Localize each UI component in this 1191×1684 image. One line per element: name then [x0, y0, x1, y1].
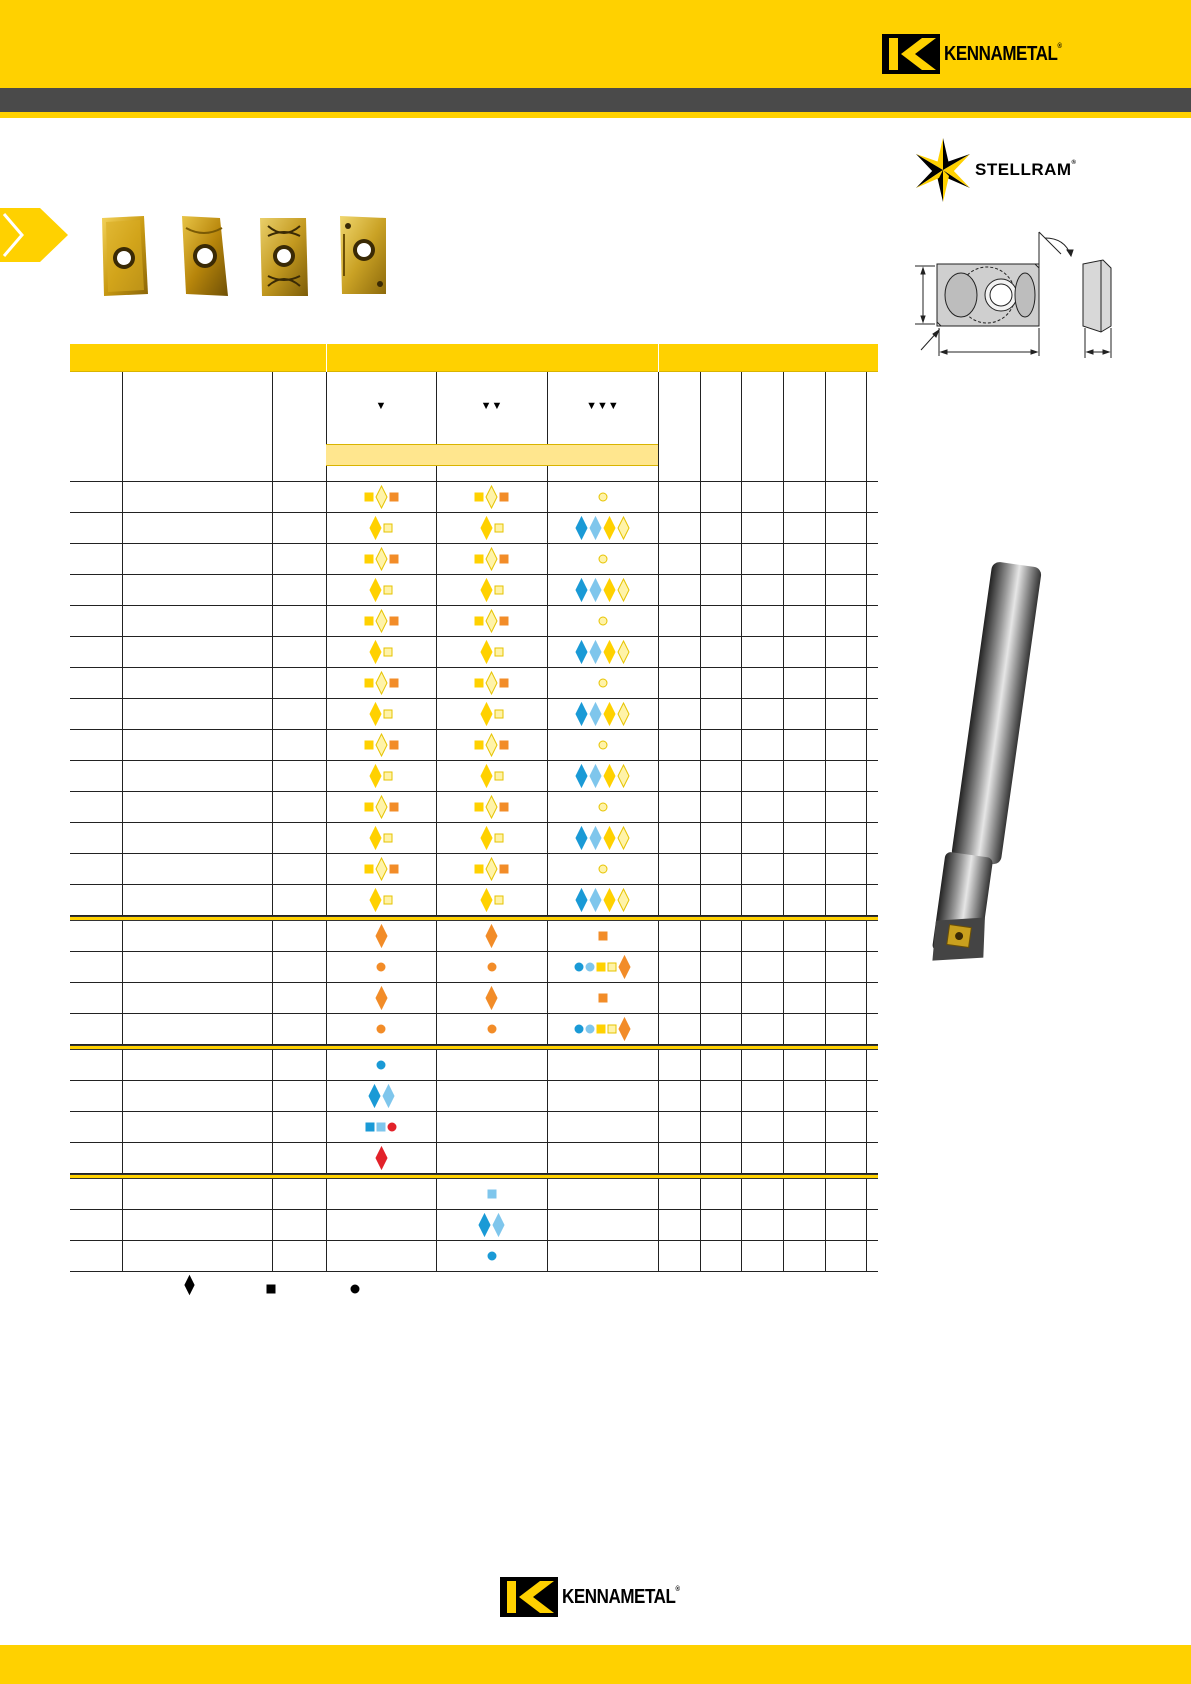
square-symbol-icon — [487, 1189, 497, 1199]
grade-symbol-cell — [436, 983, 547, 1013]
circle-symbol-icon — [598, 802, 608, 812]
symbol-legend — [70, 1272, 878, 1302]
grade-symbol-cell — [326, 637, 436, 667]
square-symbol-icon — [494, 833, 504, 843]
square-symbol-icon — [494, 709, 504, 719]
square-symbol-icon — [383, 709, 393, 719]
table-row — [70, 637, 878, 668]
square-symbol-icon — [389, 678, 399, 688]
diamond-symbol-icon — [368, 1084, 381, 1108]
grade-symbol-cell — [436, 513, 547, 543]
diamond-symbol-icon — [485, 857, 498, 881]
grade-symbol-cell — [547, 575, 658, 605]
grade-symbol-cell — [547, 1143, 658, 1173]
grade-symbol-cell — [326, 885, 436, 915]
table-row — [70, 792, 878, 823]
table-row — [70, 983, 878, 1014]
diamond-symbol-icon — [369, 578, 382, 602]
square-symbol-icon — [499, 678, 509, 688]
diamond-symbol-icon — [589, 640, 602, 664]
diamond-symbol-icon — [485, 733, 498, 757]
diamond-symbol-icon — [382, 1084, 395, 1108]
diamond-symbol-icon — [617, 578, 630, 602]
circle-symbol-icon — [387, 1122, 397, 1132]
square-symbol-icon — [364, 492, 374, 502]
diamond-symbol-icon — [375, 986, 388, 1010]
diamond-symbol-icon — [369, 516, 382, 540]
insert-photos — [96, 214, 392, 298]
square-symbol-icon — [598, 993, 608, 1003]
table-row — [70, 513, 878, 544]
table-row — [70, 761, 878, 792]
diamond-symbol-icon — [603, 578, 616, 602]
operation-subheader-bar — [326, 444, 658, 466]
diamond-symbol-icon — [480, 888, 493, 912]
diamond-symbol-icon — [375, 733, 388, 757]
grade-symbol-cell — [326, 730, 436, 760]
circle-symbol-icon — [376, 1060, 386, 1070]
grade-selection-table — [70, 344, 878, 1302]
square-symbol-icon — [499, 492, 509, 502]
diamond-symbol-icon — [575, 826, 588, 850]
diamond-symbol-icon — [575, 516, 588, 540]
grade-symbol-cell — [436, 854, 547, 884]
table-row — [70, 921, 878, 952]
square-symbol-icon — [499, 864, 509, 874]
grade-symbol-cell — [436, 575, 547, 605]
square-symbol-icon — [389, 864, 399, 874]
table-row — [70, 1241, 878, 1272]
diamond-symbol-icon — [603, 764, 616, 788]
grade-symbol-cell — [547, 854, 658, 884]
grade-symbol-cell — [436, 1081, 547, 1111]
circle-symbol-icon — [598, 740, 608, 750]
grade-symbol-cell — [326, 699, 436, 729]
square-symbol-icon — [389, 554, 399, 564]
diamond-symbol-icon — [480, 702, 493, 726]
square-symbol-icon — [383, 771, 393, 781]
grade-symbol-cell — [326, 1241, 436, 1271]
square-symbol-icon — [596, 962, 606, 972]
grade-symbol-cell — [547, 637, 658, 667]
grade-symbol-cell — [436, 637, 547, 667]
square-symbol-icon — [499, 616, 509, 626]
grade-symbol-cell — [547, 1014, 658, 1044]
grade-symbol-cell — [547, 1112, 658, 1142]
table-header-bar — [70, 344, 878, 372]
square-symbol-icon — [499, 740, 509, 750]
square-symbol-icon — [364, 864, 374, 874]
grade-symbol-cell — [326, 668, 436, 698]
diamond-symbol-icon — [603, 826, 616, 850]
square-symbol-icon — [494, 647, 504, 657]
grade-symbol-cell — [436, 668, 547, 698]
grade-symbol-cell — [326, 952, 436, 982]
op-medium-marker: ▼▼ — [480, 400, 503, 412]
diamond-symbol-icon — [575, 702, 588, 726]
square-symbol-icon — [474, 740, 484, 750]
end-mill-tool-image — [920, 556, 1050, 976]
circle-symbol-icon — [598, 616, 608, 626]
circle-symbol-icon — [350, 1284, 360, 1294]
square-symbol-icon — [389, 802, 399, 812]
grade-symbol-cell — [436, 730, 547, 760]
diamond-symbol-icon — [485, 609, 498, 633]
footer-band — [0, 1645, 1191, 1684]
square-symbol-icon — [364, 740, 374, 750]
circle-symbol-icon — [376, 962, 386, 972]
square-symbol-icon — [474, 864, 484, 874]
grade-symbol-cell — [436, 544, 547, 574]
diamond-symbol-icon — [603, 702, 616, 726]
square-symbol-icon — [494, 523, 504, 533]
insert-photo-1 — [96, 214, 152, 298]
circle-symbol-icon — [598, 554, 608, 564]
diamond-symbol-icon — [485, 547, 498, 571]
grade-symbol-cell — [436, 761, 547, 791]
circle-symbol-icon — [585, 962, 595, 972]
grade-symbol-cell — [436, 1179, 547, 1209]
square-symbol-icon — [596, 1024, 606, 1034]
square-symbol-icon — [598, 931, 608, 941]
table-row — [70, 1112, 878, 1143]
table-row — [70, 699, 878, 730]
grade-symbol-cell — [547, 952, 658, 982]
table-row — [70, 1014, 878, 1045]
legend-symbol — [266, 1281, 276, 1299]
kennametal-logo-top[interactable] — [882, 34, 1082, 74]
grade-symbol-cell — [436, 952, 547, 982]
square-symbol-icon — [365, 1122, 375, 1132]
diamond-symbol-icon — [369, 702, 382, 726]
table-row — [70, 854, 878, 885]
circle-symbol-icon — [574, 1024, 584, 1034]
grade-symbol-cell — [547, 1210, 658, 1240]
op-light-marker: ▼ — [375, 400, 387, 412]
op-heavy-marker: ▼▼▼ — [586, 400, 619, 412]
grade-symbol-cell — [326, 482, 436, 512]
table-row — [70, 730, 878, 761]
grade-symbol-cell — [547, 730, 658, 760]
stellram-logo[interactable] — [915, 137, 1076, 203]
grade-symbol-cell — [326, 983, 436, 1013]
diamond-symbol-icon — [485, 795, 498, 819]
table-row — [70, 575, 878, 606]
square-symbol-icon — [383, 523, 393, 533]
square-symbol-icon — [607, 1024, 617, 1034]
diamond-symbol-icon — [575, 578, 588, 602]
diamond-symbol-icon — [480, 578, 493, 602]
square-symbol-icon — [607, 962, 617, 972]
grade-symbol-cell — [547, 1179, 658, 1209]
grade-symbol-cell — [436, 1143, 547, 1173]
diamond-symbol-icon — [589, 702, 602, 726]
kennametal-wordmark: KENNAMETAL® — [562, 1585, 680, 1608]
diamond-symbol-icon — [485, 986, 498, 1010]
table-row — [70, 1081, 878, 1112]
grade-symbol-cell — [326, 1112, 436, 1142]
grade-symbol-cell — [436, 699, 547, 729]
kennametal-logo-bottom[interactable] — [500, 1577, 700, 1617]
grade-symbol-cell — [436, 1014, 547, 1044]
diamond-symbol-icon — [575, 764, 588, 788]
grade-symbol-cell — [547, 823, 658, 853]
grade-symbol-cell — [326, 1081, 436, 1111]
circle-symbol-icon — [585, 1024, 595, 1034]
diamond-symbol-icon — [589, 578, 602, 602]
diamond-symbol-icon — [480, 516, 493, 540]
diamond-symbol-icon — [369, 640, 382, 664]
square-symbol-icon — [389, 616, 399, 626]
diamond-symbol-icon — [617, 516, 630, 540]
diamond-symbol-icon — [485, 924, 498, 948]
grade-symbol-cell — [326, 1210, 436, 1240]
grade-symbol-cell — [547, 1050, 658, 1080]
grade-symbol-cell — [436, 1112, 547, 1142]
section-chevron-icon — [0, 208, 68, 262]
diamond-symbol-icon — [375, 795, 388, 819]
insert-photo-4 — [336, 214, 392, 298]
grade-symbol-cell — [547, 983, 658, 1013]
circle-symbol-icon — [487, 962, 497, 972]
square-symbol-icon — [389, 740, 399, 750]
square-symbol-icon — [383, 585, 393, 595]
table-row — [70, 544, 878, 575]
grade-symbol-cell — [436, 792, 547, 822]
diamond-symbol-icon — [485, 485, 498, 509]
table-row — [70, 1179, 878, 1210]
grade-symbol-cell — [326, 1014, 436, 1044]
grade-symbol-cell — [326, 606, 436, 636]
square-symbol-icon — [383, 895, 393, 905]
diamond-symbol-icon — [617, 888, 630, 912]
grade-symbol-cell — [326, 761, 436, 791]
circle-symbol-icon — [598, 864, 608, 874]
diamond-symbol-icon — [617, 702, 630, 726]
kennametal-k-icon — [500, 1577, 558, 1617]
diamond-symbol-icon — [480, 640, 493, 664]
circle-symbol-icon — [487, 1024, 497, 1034]
square-symbol-icon — [266, 1284, 276, 1294]
grade-symbol-cell — [326, 854, 436, 884]
diamond-symbol-icon — [375, 671, 388, 695]
insert-dimension-diagram — [905, 228, 1117, 364]
diamond-symbol-icon — [369, 888, 382, 912]
stellram-star-icon — [915, 137, 971, 203]
diamond-symbol-icon — [589, 826, 602, 850]
grade-symbol-cell — [547, 885, 658, 915]
diamond-symbol-icon — [617, 764, 630, 788]
diamond-symbol-icon — [485, 671, 498, 695]
square-symbol-icon — [474, 554, 484, 564]
diamond-symbol-icon — [618, 955, 631, 979]
circle-symbol-icon — [598, 492, 608, 502]
diamond-symbol-icon — [375, 857, 388, 881]
square-symbol-icon — [494, 895, 504, 905]
diamond-symbol-icon — [617, 826, 630, 850]
grade-symbol-cell — [547, 513, 658, 543]
grade-symbol-cell — [547, 482, 658, 512]
grade-symbol-cell — [326, 513, 436, 543]
grade-symbol-cell — [547, 668, 658, 698]
diamond-symbol-icon — [184, 1274, 195, 1296]
diamond-symbol-icon — [375, 924, 388, 948]
grade-symbol-cell — [326, 1143, 436, 1173]
insert-photo-2 — [176, 214, 232, 298]
legend-symbol — [350, 1281, 360, 1299]
diamond-symbol-icon — [480, 764, 493, 788]
square-symbol-icon — [474, 678, 484, 688]
diamond-symbol-icon — [589, 516, 602, 540]
square-symbol-icon — [499, 802, 509, 812]
grade-symbol-cell — [436, 606, 547, 636]
square-symbol-icon — [474, 802, 484, 812]
circle-symbol-icon — [487, 1251, 497, 1261]
table-header-zone — [70, 372, 878, 482]
diamond-symbol-icon — [492, 1213, 505, 1237]
table-row — [70, 823, 878, 854]
table-row — [70, 606, 878, 637]
circle-symbol-icon — [598, 678, 608, 688]
square-symbol-icon — [389, 492, 399, 502]
diamond-symbol-icon — [375, 485, 388, 509]
diamond-symbol-icon — [603, 640, 616, 664]
grade-symbol-cell — [326, 544, 436, 574]
grade-symbol-cell — [547, 544, 658, 574]
grade-symbol-cell — [436, 921, 547, 951]
grade-symbol-cell — [326, 921, 436, 951]
insert-photo-3 — [256, 214, 312, 298]
diamond-symbol-icon — [478, 1213, 491, 1237]
grade-symbol-cell — [326, 575, 436, 605]
table-row — [70, 885, 878, 916]
grade-symbol-cell — [547, 606, 658, 636]
grade-symbol-cell — [436, 1050, 547, 1080]
kennametal-wordmark: KENNAMETAL® — [944, 42, 1062, 65]
stellram-wordmark: STELLRAM® — [975, 160, 1077, 179]
diamond-symbol-icon — [375, 547, 388, 571]
circle-symbol-icon — [574, 962, 584, 972]
header-dark-stripe — [0, 88, 1191, 112]
square-symbol-icon — [364, 616, 374, 626]
diamond-symbol-icon — [589, 764, 602, 788]
diamond-symbol-icon — [369, 764, 382, 788]
grade-symbol-cell — [326, 1050, 436, 1080]
grade-symbol-cell — [436, 1241, 547, 1271]
kennametal-k-icon — [882, 34, 940, 74]
diamond-symbol-icon — [589, 888, 602, 912]
table-row — [70, 1050, 878, 1081]
diamond-symbol-icon — [603, 888, 616, 912]
grade-symbol-cell — [547, 921, 658, 951]
grade-symbol-cell — [547, 1081, 658, 1111]
grade-symbol-cell — [326, 792, 436, 822]
square-symbol-icon — [364, 802, 374, 812]
square-symbol-icon — [364, 678, 374, 688]
diamond-symbol-icon — [603, 516, 616, 540]
table-row — [70, 1210, 878, 1241]
diamond-symbol-icon — [575, 640, 588, 664]
diamond-symbol-icon — [618, 1017, 631, 1041]
circle-symbol-icon — [376, 1024, 386, 1034]
grade-symbol-cell — [436, 823, 547, 853]
diamond-symbol-icon — [375, 1146, 388, 1170]
square-symbol-icon — [494, 585, 504, 595]
square-symbol-icon — [383, 647, 393, 657]
grade-symbol-cell — [436, 482, 547, 512]
diamond-symbol-icon — [617, 640, 630, 664]
grade-symbol-cell — [436, 1210, 547, 1240]
square-symbol-icon — [364, 554, 374, 564]
table-row — [70, 952, 878, 983]
diamond-symbol-icon — [375, 609, 388, 633]
square-symbol-icon — [494, 771, 504, 781]
legend-symbol — [184, 1274, 195, 1301]
diamond-symbol-icon — [575, 888, 588, 912]
grade-symbol-cell — [547, 1241, 658, 1271]
table-row — [70, 1143, 878, 1174]
grade-symbol-cell — [547, 761, 658, 791]
square-symbol-icon — [499, 554, 509, 564]
diamond-symbol-icon — [369, 826, 382, 850]
square-symbol-icon — [383, 833, 393, 843]
grade-symbol-cell — [436, 885, 547, 915]
grade-symbol-cell — [547, 792, 658, 822]
grade-symbol-cell — [326, 1179, 436, 1209]
grade-symbol-cell — [547, 699, 658, 729]
header-thin-stripe — [0, 112, 1191, 118]
grade-symbol-cell — [326, 823, 436, 853]
square-symbol-icon — [474, 616, 484, 626]
diamond-symbol-icon — [480, 826, 493, 850]
square-symbol-icon — [474, 492, 484, 502]
square-symbol-icon — [376, 1122, 386, 1132]
table-row — [70, 668, 878, 699]
table-body — [70, 482, 878, 1272]
table-row — [70, 482, 878, 513]
